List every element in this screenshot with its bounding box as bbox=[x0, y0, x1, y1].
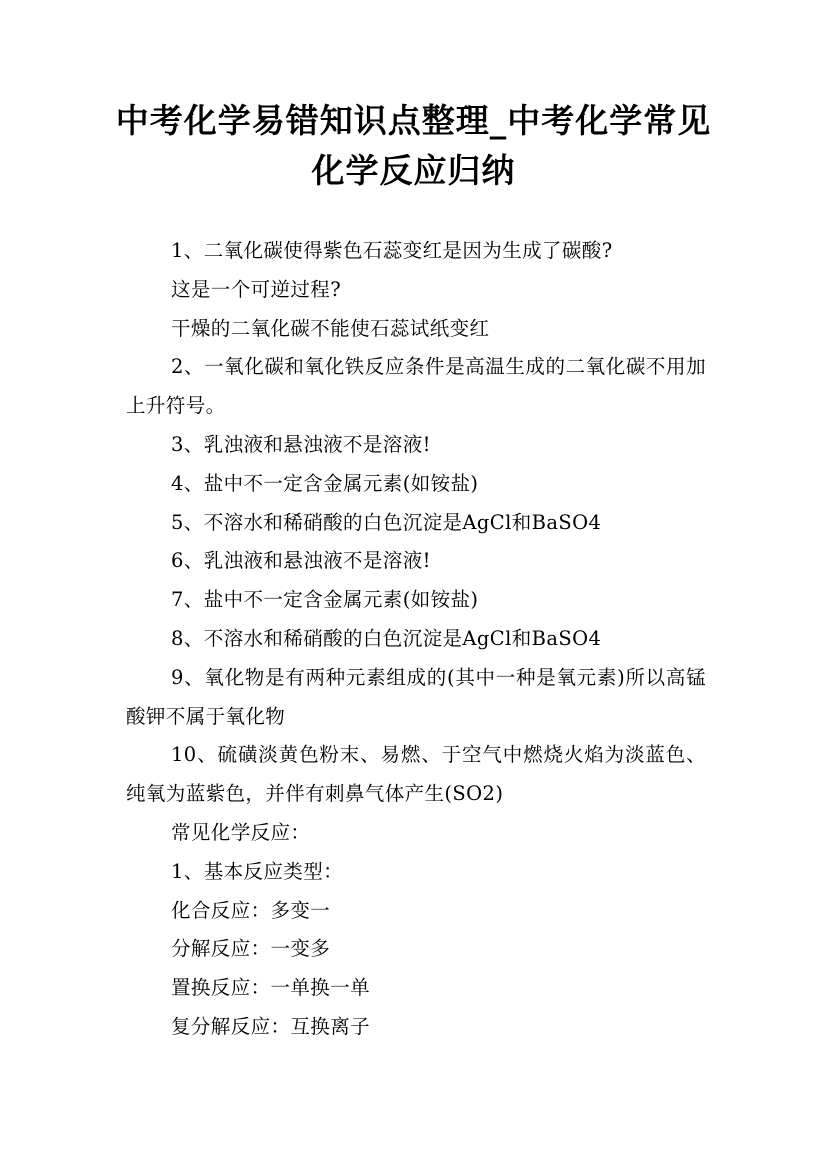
paragraph: 4、盐中不一定含金属元素(如铵盐) bbox=[171, 471, 479, 495]
paragraph: 6、乳浊液和悬浊液不是溶液! bbox=[171, 549, 431, 573]
paragraph: 1、二氧化碳使得紫色石蕊变红是因为生成了碳酸? bbox=[171, 239, 613, 262]
paragraph: 2、一氧化碳和氧化铁反应条件是高温生成的二氧化碳不用加上升符号。 bbox=[126, 355, 706, 418]
paragraph: 5、不溶水和稀硝酸的白色沉淀是AgCl和BaSO4 bbox=[171, 510, 602, 534]
paragraph: 分解反应：一变多 bbox=[171, 937, 331, 961]
section-heading: 常见化学反应： bbox=[171, 820, 311, 844]
paragraph: 这是一个可逆过程? bbox=[171, 277, 342, 301]
document-body bbox=[126, 232, 706, 1047]
paragraph: 3、乳浊液和悬浊液不是溶液! bbox=[171, 432, 431, 456]
paragraph: 复分解反应：互换离子 bbox=[171, 1014, 371, 1038]
paragraph: 9、氧化物是有两种元素组成的(其中一种是氧元素)所以高锰酸钾不属于氧化物 bbox=[126, 665, 706, 728]
paragraph: 化合反应：多变一 bbox=[171, 898, 331, 922]
paragraph: 7、盐中不一定含金属元素(如铵盐) bbox=[171, 588, 479, 612]
document-title: 中考化学易错知识点整理_中考化学常见化学反应归纳 bbox=[115, 101, 712, 190]
paragraph: 8、不溶水和稀硝酸的白色沉淀是AgCl和BaSO4 bbox=[171, 626, 602, 650]
paragraph: 10、硫磺淡黄色粉末、易燃、于空气中燃烧火焰为淡蓝色、纯氧为蓝紫色，并伴有刺鼻气体产生(SO2) bbox=[126, 743, 706, 806]
paragraph: 置换反应：一单换一单 bbox=[171, 976, 371, 1000]
paragraph: 1、基本反应类型： bbox=[171, 859, 344, 883]
paragraph: 干燥的二氧化碳不能使石蕊试纸变红 bbox=[171, 316, 490, 340]
